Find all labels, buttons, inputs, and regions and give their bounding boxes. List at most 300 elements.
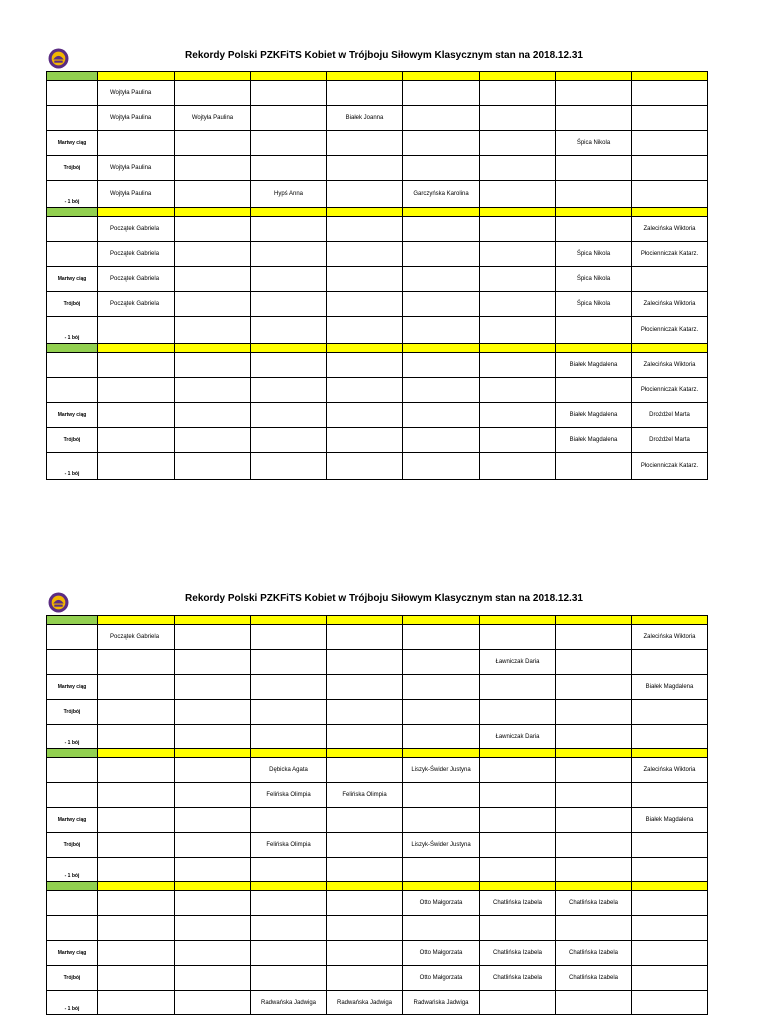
record-holder-cell: Radwańska Jadwiga	[327, 991, 403, 1015]
record-holder-cell: Początek Gabriela	[98, 625, 175, 650]
record-holder-cell	[175, 131, 251, 156]
record-holder-cell	[403, 317, 480, 344]
table-row	[47, 317, 708, 344]
category-band-row	[47, 749, 708, 758]
record-holder-cell	[632, 131, 708, 156]
table-row	[47, 242, 708, 267]
band-cell	[480, 882, 556, 891]
record-holder-cell	[556, 991, 632, 1015]
record-holder-cell	[556, 106, 632, 131]
band-cell	[632, 749, 708, 758]
record-holder-cell	[175, 81, 251, 106]
band-cell	[251, 344, 327, 353]
record-holder-cell: Białek Joanna	[327, 106, 403, 131]
record-holder-cell	[251, 403, 327, 428]
record-holder-cell: Otto Małgorzata	[403, 891, 480, 916]
record-holder-cell	[403, 783, 480, 808]
row-label: - 1 bój	[47, 991, 98, 1015]
record-holder-cell	[480, 991, 556, 1015]
record-holder-cell	[403, 428, 480, 453]
band-cell	[98, 749, 175, 758]
category-band-row	[47, 616, 708, 625]
table-row	[47, 106, 708, 131]
row-label: Trójbój	[47, 156, 98, 181]
record-holder-cell: Wojtyła Paulina	[98, 181, 175, 208]
record-holder-cell	[403, 378, 480, 403]
record-holder-cell: Radwańska Jadwiga	[251, 991, 327, 1015]
record-holder-cell	[175, 858, 251, 882]
record-holder-cell	[98, 675, 175, 700]
record-holder-cell	[480, 675, 556, 700]
table-row	[47, 81, 708, 106]
record-holder-cell	[327, 833, 403, 858]
record-holder-cell	[403, 675, 480, 700]
record-holder-cell: Wojtyła Paulina	[175, 106, 251, 131]
table-row	[47, 353, 708, 378]
record-holder-cell: Śpica Nikola	[556, 242, 632, 267]
record-holder-cell	[480, 378, 556, 403]
record-holder-cell	[251, 156, 327, 181]
record-holder-cell	[327, 758, 403, 783]
band-cell	[403, 749, 480, 758]
category-band-row	[47, 72, 708, 81]
table-row	[47, 966, 708, 991]
category-band-row	[47, 208, 708, 217]
record-holder-cell	[403, 403, 480, 428]
record-holder-cell	[175, 378, 251, 403]
record-holder-cell	[632, 106, 708, 131]
band-cell	[47, 72, 98, 81]
record-holder-cell	[175, 217, 251, 242]
record-holder-cell	[327, 156, 403, 181]
record-holder-cell	[175, 353, 251, 378]
record-holder-cell: Chatlińska Izabela	[480, 941, 556, 966]
row-label: Trójbój	[47, 428, 98, 453]
band-cell	[403, 882, 480, 891]
record-holder-cell	[556, 81, 632, 106]
record-holder-cell	[327, 675, 403, 700]
band-cell	[175, 344, 251, 353]
record-holder-cell	[327, 181, 403, 208]
table-row	[47, 808, 708, 833]
table-row	[47, 783, 708, 808]
record-holder-cell	[556, 808, 632, 833]
band-cell	[556, 616, 632, 625]
row-label: Martwy ciąg	[47, 808, 98, 833]
record-holder-cell	[327, 453, 403, 480]
record-holder-cell	[251, 675, 327, 700]
record-holder-cell	[251, 217, 327, 242]
band-cell	[632, 616, 708, 625]
record-holder-cell: Śpica Nikola	[556, 131, 632, 156]
record-holder-cell	[403, 131, 480, 156]
record-holder-cell	[175, 783, 251, 808]
record-holder-cell	[632, 725, 708, 749]
row-label	[47, 106, 98, 131]
record-holder-cell	[480, 808, 556, 833]
record-holder-cell	[251, 267, 327, 292]
record-holder-cell: Śpica Nikola	[556, 292, 632, 317]
table-row	[47, 916, 708, 941]
record-holder-cell	[403, 453, 480, 480]
record-holder-cell	[403, 242, 480, 267]
record-holder-cell	[403, 725, 480, 749]
table-row	[47, 428, 708, 453]
record-holder-cell: Liszyk-Świder Justyna	[403, 758, 480, 783]
record-holder-cell	[480, 156, 556, 181]
table-row	[47, 858, 708, 882]
band-cell	[175, 72, 251, 81]
row-label	[47, 758, 98, 783]
table-row	[47, 758, 708, 783]
record-holder-cell	[556, 916, 632, 941]
band-cell	[175, 616, 251, 625]
record-holder-cell	[556, 858, 632, 882]
record-holder-cell	[556, 725, 632, 749]
record-holder-cell	[175, 453, 251, 480]
record-holder-cell	[480, 131, 556, 156]
band-cell	[327, 344, 403, 353]
band-cell	[480, 616, 556, 625]
record-holder-cell	[327, 292, 403, 317]
record-holder-cell	[632, 783, 708, 808]
band-cell	[251, 208, 327, 217]
band-cell	[403, 208, 480, 217]
record-holder-cell	[251, 966, 327, 991]
row-label	[47, 242, 98, 267]
record-holder-cell	[632, 181, 708, 208]
record-holder-cell	[480, 833, 556, 858]
record-holder-cell	[556, 217, 632, 242]
band-cell	[556, 882, 632, 891]
record-holder-cell	[251, 81, 327, 106]
record-holder-cell	[632, 941, 708, 966]
record-holder-cell	[480, 428, 556, 453]
sheet-title: Rekordy Polski PZKFiTS Kobiet w Trójboju Siłowym Klasycznym stan na 2018.12.31	[185, 50, 583, 61]
record-holder-cell: Zalecińska Wiktoria	[632, 353, 708, 378]
record-holder-cell	[403, 267, 480, 292]
record-holder-cell: Chatlińska Izabela	[556, 941, 632, 966]
record-holder-cell	[403, 916, 480, 941]
record-holder-cell: Ławniczak Daria	[480, 725, 556, 749]
record-holder-cell: Felińska Olimpia	[327, 783, 403, 808]
band-cell	[47, 882, 98, 891]
row-label	[47, 353, 98, 378]
record-holder-cell	[175, 808, 251, 833]
row-label: - 1 bój	[47, 453, 98, 480]
record-holder-cell	[98, 700, 175, 725]
record-holder-cell: Białek Magdalena	[556, 353, 632, 378]
record-holder-cell	[251, 292, 327, 317]
table-row	[47, 991, 708, 1015]
record-holder-cell	[175, 916, 251, 941]
record-holder-cell	[480, 242, 556, 267]
band-cell	[403, 72, 480, 81]
record-holder-cell	[98, 353, 175, 378]
record-holder-cell	[632, 858, 708, 882]
record-holder-cell: Ławniczak Daria	[480, 650, 556, 675]
record-holder-cell	[327, 858, 403, 882]
table-row	[47, 625, 708, 650]
band-cell	[403, 344, 480, 353]
row-label	[47, 217, 98, 242]
record-holder-cell	[98, 966, 175, 991]
record-holder-cell	[403, 625, 480, 650]
record-holder-cell	[327, 650, 403, 675]
record-holder-cell: Początek Gabriela	[98, 292, 175, 317]
record-holder-cell	[480, 317, 556, 344]
table-row	[47, 181, 708, 208]
band-cell	[556, 208, 632, 217]
band-cell	[98, 344, 175, 353]
row-label: - 1 bój	[47, 317, 98, 344]
record-holder-cell	[251, 625, 327, 650]
row-label: Martwy ciąg	[47, 131, 98, 156]
row-label: Trójbój	[47, 292, 98, 317]
record-holder-cell	[403, 353, 480, 378]
row-label: - 1 bój	[47, 181, 98, 208]
records-table	[46, 71, 708, 480]
row-label	[47, 891, 98, 916]
record-holder-cell	[556, 156, 632, 181]
record-holder-cell: Garczyńska Karolina	[403, 181, 480, 208]
record-holder-cell	[327, 625, 403, 650]
record-holder-cell	[98, 891, 175, 916]
record-holder-cell: Radwańska Jadwiga	[403, 991, 480, 1015]
record-holder-cell	[175, 725, 251, 749]
band-cell	[480, 749, 556, 758]
band-cell	[251, 749, 327, 758]
band-cell	[98, 616, 175, 625]
category-band-row	[47, 344, 708, 353]
table-row	[47, 700, 708, 725]
record-holder-cell	[327, 242, 403, 267]
record-holder-cell	[556, 317, 632, 344]
record-holder-cell	[175, 181, 251, 208]
record-holder-cell	[327, 217, 403, 242]
table-row	[47, 378, 708, 403]
band-cell	[480, 344, 556, 353]
record-holder-cell	[175, 267, 251, 292]
record-holder-cell	[98, 991, 175, 1015]
record-holder-cell: Dębicka Agata	[251, 758, 327, 783]
record-holder-cell	[556, 700, 632, 725]
record-holder-cell	[632, 966, 708, 991]
record-holder-cell	[251, 428, 327, 453]
band-cell	[327, 749, 403, 758]
record-holder-cell	[480, 267, 556, 292]
record-holder-cell: Płocienniczak Katarz.	[632, 317, 708, 344]
record-holder-cell	[98, 428, 175, 453]
record-holder-cell	[175, 403, 251, 428]
record-holder-cell	[327, 916, 403, 941]
row-label	[47, 81, 98, 106]
table-row	[47, 675, 708, 700]
record-holder-cell	[480, 758, 556, 783]
record-holder-cell: Zalecińska Wiktoria	[632, 217, 708, 242]
record-holder-cell	[251, 378, 327, 403]
record-holder-cell	[98, 725, 175, 749]
record-holder-cell	[327, 353, 403, 378]
band-cell	[98, 882, 175, 891]
row-label: Trójbój	[47, 966, 98, 991]
records-table	[46, 615, 708, 1015]
band-cell	[556, 72, 632, 81]
record-holder-cell: Felińska Olimpia	[251, 833, 327, 858]
record-holder-cell	[98, 403, 175, 428]
band-cell	[175, 749, 251, 758]
table-row	[47, 453, 708, 480]
record-holder-cell	[251, 317, 327, 344]
row-label: Trójbój	[47, 833, 98, 858]
record-holder-cell	[556, 378, 632, 403]
record-holder-cell	[327, 378, 403, 403]
record-holder-cell	[251, 650, 327, 675]
record-holder-cell	[327, 81, 403, 106]
table-row	[47, 217, 708, 242]
record-holder-cell: Białek Magdalena	[632, 808, 708, 833]
band-cell	[175, 208, 251, 217]
record-holder-cell	[403, 217, 480, 242]
record-holder-cell	[480, 403, 556, 428]
record-holder-cell	[480, 106, 556, 131]
record-holder-cell: Chatlińska Izabela	[556, 891, 632, 916]
band-cell	[403, 616, 480, 625]
record-holder-cell	[556, 833, 632, 858]
record-holder-cell	[251, 725, 327, 749]
record-holder-cell	[403, 858, 480, 882]
record-holder-cell	[98, 833, 175, 858]
row-label: - 1 bój	[47, 725, 98, 749]
band-cell	[175, 882, 251, 891]
row-label: Martwy ciąg	[47, 675, 98, 700]
record-holder-cell: Hypś Anna	[251, 181, 327, 208]
band-cell	[47, 344, 98, 353]
table-row	[47, 650, 708, 675]
band-cell	[632, 208, 708, 217]
record-holder-cell: Wojtyła Paulina	[98, 81, 175, 106]
record-holder-cell	[480, 625, 556, 650]
record-holder-cell: Felińska Olimpia	[251, 783, 327, 808]
record-holder-cell	[175, 833, 251, 858]
record-holder-cell: Drożdżel Marta	[632, 428, 708, 453]
record-holder-cell: Zalecińska Wiktoria	[632, 625, 708, 650]
record-holder-cell	[556, 453, 632, 480]
record-holder-cell	[480, 217, 556, 242]
record-holder-cell	[632, 650, 708, 675]
record-holder-cell	[251, 700, 327, 725]
record-holder-cell	[632, 833, 708, 858]
record-holder-cell	[98, 453, 175, 480]
record-holder-cell	[480, 453, 556, 480]
band-cell	[47, 208, 98, 217]
record-holder-cell	[251, 916, 327, 941]
row-label	[47, 783, 98, 808]
band-cell	[327, 72, 403, 81]
table-row	[47, 403, 708, 428]
band-cell	[327, 882, 403, 891]
band-cell	[632, 882, 708, 891]
record-holder-cell	[251, 242, 327, 267]
record-holder-cell	[98, 808, 175, 833]
record-holder-cell	[480, 700, 556, 725]
record-holder-cell	[480, 916, 556, 941]
record-holder-cell: Białek Magdalena	[556, 428, 632, 453]
record-holder-cell: Białek Magdalena	[556, 403, 632, 428]
table-row	[47, 891, 708, 916]
record-holder-cell: Zalecińska Wiktoria	[632, 292, 708, 317]
record-holder-cell	[403, 650, 480, 675]
record-holder-cell	[480, 292, 556, 317]
band-cell	[327, 208, 403, 217]
record-holder-cell	[480, 353, 556, 378]
record-holder-cell: Wojtyła Paulina	[98, 156, 175, 181]
record-holder-cell	[556, 625, 632, 650]
record-holder-cell	[632, 267, 708, 292]
record-holder-cell	[327, 966, 403, 991]
record-holder-cell: Chatlińska Izabela	[480, 891, 556, 916]
band-cell	[632, 344, 708, 353]
record-holder-cell	[251, 858, 327, 882]
row-label	[47, 378, 98, 403]
record-holder-cell	[403, 700, 480, 725]
record-holder-cell	[632, 81, 708, 106]
band-cell	[98, 208, 175, 217]
record-holder-cell	[632, 991, 708, 1015]
record-holder-cell	[175, 966, 251, 991]
row-label: Martwy ciąg	[47, 267, 98, 292]
table-row	[47, 267, 708, 292]
record-holder-cell	[632, 700, 708, 725]
record-holder-cell	[327, 808, 403, 833]
table-row	[47, 725, 708, 749]
table-row	[47, 156, 708, 181]
record-holder-cell	[251, 353, 327, 378]
record-holder-cell	[98, 941, 175, 966]
record-holder-cell: Otto Małgorzata	[403, 966, 480, 991]
record-holder-cell: Początek Gabriela	[98, 217, 175, 242]
record-holder-cell	[327, 403, 403, 428]
band-cell	[632, 72, 708, 81]
row-label: Martwy ciąg	[47, 403, 98, 428]
record-holder-cell	[327, 267, 403, 292]
record-holder-cell: Płocienniczak Katarz.	[632, 378, 708, 403]
record-holder-cell	[556, 650, 632, 675]
table-row	[47, 131, 708, 156]
row-label: - 1 bój	[47, 858, 98, 882]
record-holder-cell: Białek Magdalena	[632, 675, 708, 700]
record-holder-cell: Liszyk-Świder Justyna	[403, 833, 480, 858]
record-holder-cell	[175, 675, 251, 700]
sheet-title: Rekordy Polski PZKFiTS Kobiet w Trójboju Siłowym Klasycznym stan na 2018.12.31	[185, 593, 583, 604]
band-cell	[98, 72, 175, 81]
record-holder-cell	[327, 725, 403, 749]
band-cell	[251, 616, 327, 625]
record-holder-cell	[327, 700, 403, 725]
band-cell	[556, 344, 632, 353]
record-holder-cell	[175, 700, 251, 725]
record-holder-cell	[327, 428, 403, 453]
record-holder-cell	[480, 181, 556, 208]
record-holder-cell	[98, 378, 175, 403]
record-holder-cell	[327, 317, 403, 344]
record-holder-cell	[175, 317, 251, 344]
record-holder-cell	[251, 941, 327, 966]
record-holder-cell	[175, 156, 251, 181]
table-row	[47, 941, 708, 966]
band-cell	[480, 208, 556, 217]
record-holder-cell: Początek Gabriela	[98, 267, 175, 292]
